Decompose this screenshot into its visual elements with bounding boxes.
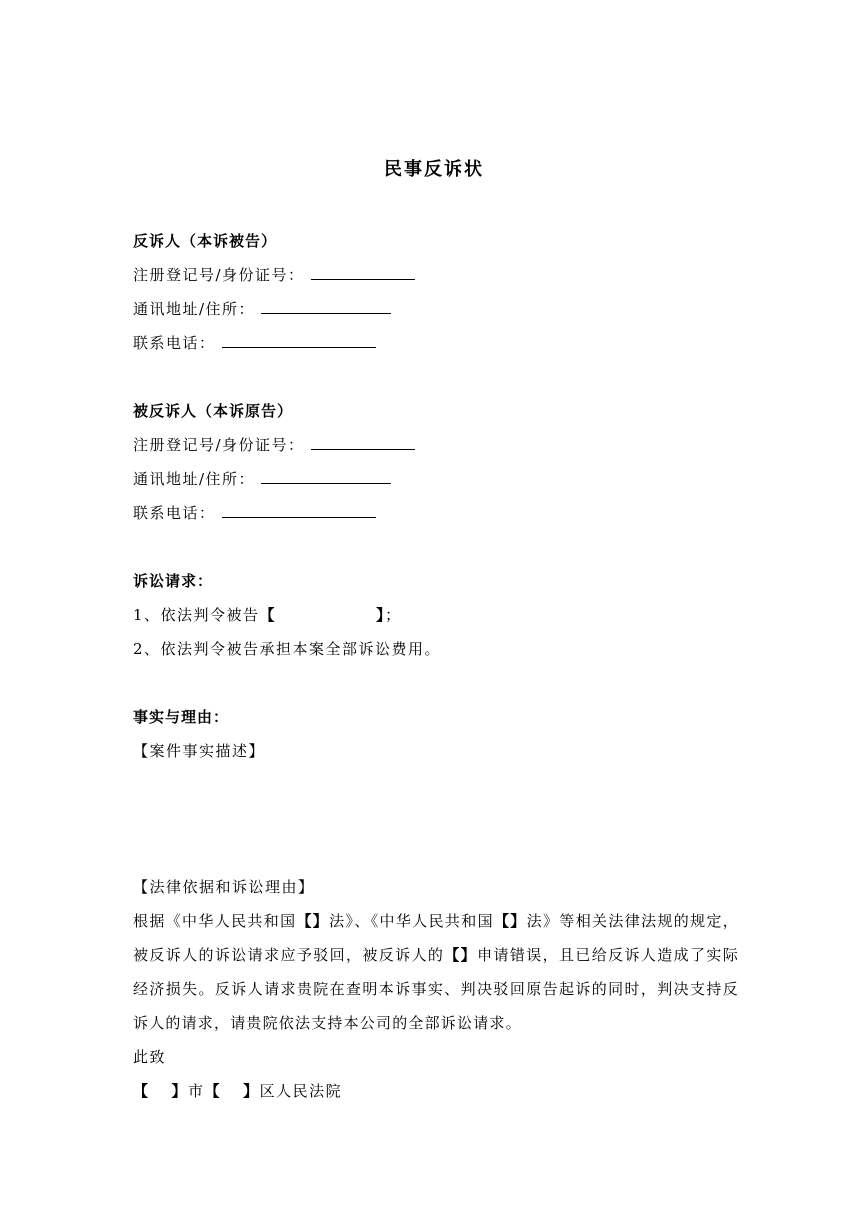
counter-defendant-reg-blank[interactable] — [311, 435, 415, 450]
paragraph-part-c: 法》等相关法律法规的规定，被反诉人的诉讼请求应予驳回，被反诉人的 — [133, 912, 739, 964]
counterclaimant-phone-label: 联系电话： — [133, 334, 216, 352]
legal-basis-paragraph — [133, 904, 739, 1040]
application-blank[interactable]: 【】 — [444, 946, 478, 964]
counter-defendant-phone-label: 联系电话： — [133, 504, 216, 522]
counterclaimant-phone-row — [133, 332, 376, 354]
counter-defendant-phone-row — [133, 502, 376, 524]
counter-defendant-addr-blank[interactable] — [261, 469, 391, 484]
city-open-bracket: 【 — [133, 1082, 150, 1100]
claim-item-1-open-bracket: 【 — [259, 606, 277, 624]
claims-heading: 诉讼请求： — [133, 572, 214, 590]
counterclaimant-reg-row — [133, 264, 415, 286]
counterclaimant-addr-row — [133, 298, 391, 320]
court-address-row — [133, 1080, 342, 1102]
district-close-bracket: 】 — [243, 1082, 260, 1100]
counterclaimant-reg-blank[interactable] — [311, 265, 415, 280]
paragraph-part-a: 根据《中华人民共和国 — [133, 912, 297, 930]
counter-defendant-reg-label: 注册登记号/身份证号： — [133, 436, 305, 454]
document-title: 民事反诉状 — [384, 159, 484, 180]
district-open-bracket: 【 — [204, 1082, 222, 1100]
legal-basis-placeholder: 【法律依据和诉讼理由】 — [133, 878, 315, 896]
counter-defendant-addr-row — [133, 468, 391, 490]
claim-item-1-suffix: ； — [385, 606, 402, 624]
court-label: 区人民法院 — [259, 1082, 343, 1100]
closing-greeting: 此致 — [133, 1048, 167, 1066]
paragraph-part-b: 法》、《中华人民共和国 — [329, 912, 494, 930]
claim-item-2: 2、依法判令被告承担本案全部诉讼费用。 — [133, 640, 442, 658]
counter-defendant-phone-blank[interactable] — [222, 503, 376, 518]
counter-defendant-addr-label: 通讯地址/住所： — [133, 470, 256, 488]
city-close-bracket: 】 — [171, 1082, 189, 1100]
claim-item-1-close-bracket: 】 — [376, 606, 386, 624]
city-label: 市 — [188, 1082, 205, 1100]
facts-heading: 事实与理由： — [133, 708, 230, 726]
counterclaimant-phone-blank[interactable] — [222, 333, 376, 348]
law-blank-2[interactable]: 【】 — [493, 912, 527, 930]
case-description-placeholder: 【案件事实描述】 — [133, 742, 266, 760]
counterclaimant-addr-blank[interactable] — [261, 299, 391, 314]
counter-defendant-heading: 被反诉人（本诉原告） — [133, 402, 294, 420]
law-blank-1[interactable]: 【】 — [296, 912, 330, 930]
claim-item-1-prefix: 1、依法判令被告 — [133, 606, 260, 624]
counterclaimant-reg-label: 注册登记号/身份证号： — [133, 266, 305, 284]
counterclaimant-heading: 反诉人（本诉被告） — [133, 232, 278, 250]
claim-item-1 — [133, 604, 402, 626]
counter-defendant-reg-row — [133, 434, 415, 456]
counterclaimant-addr-label: 通讯地址/住所： — [133, 300, 256, 318]
paragraph-part-d: 申请错误，且已给反诉人造成了实际经济损失。反诉人请求贵院在查明本诉事实、判决驳回原告起诉的同时，判决支持反诉人的请求，请贵院依法支持本公司的全部诉讼请求。 — [133, 946, 740, 1032]
